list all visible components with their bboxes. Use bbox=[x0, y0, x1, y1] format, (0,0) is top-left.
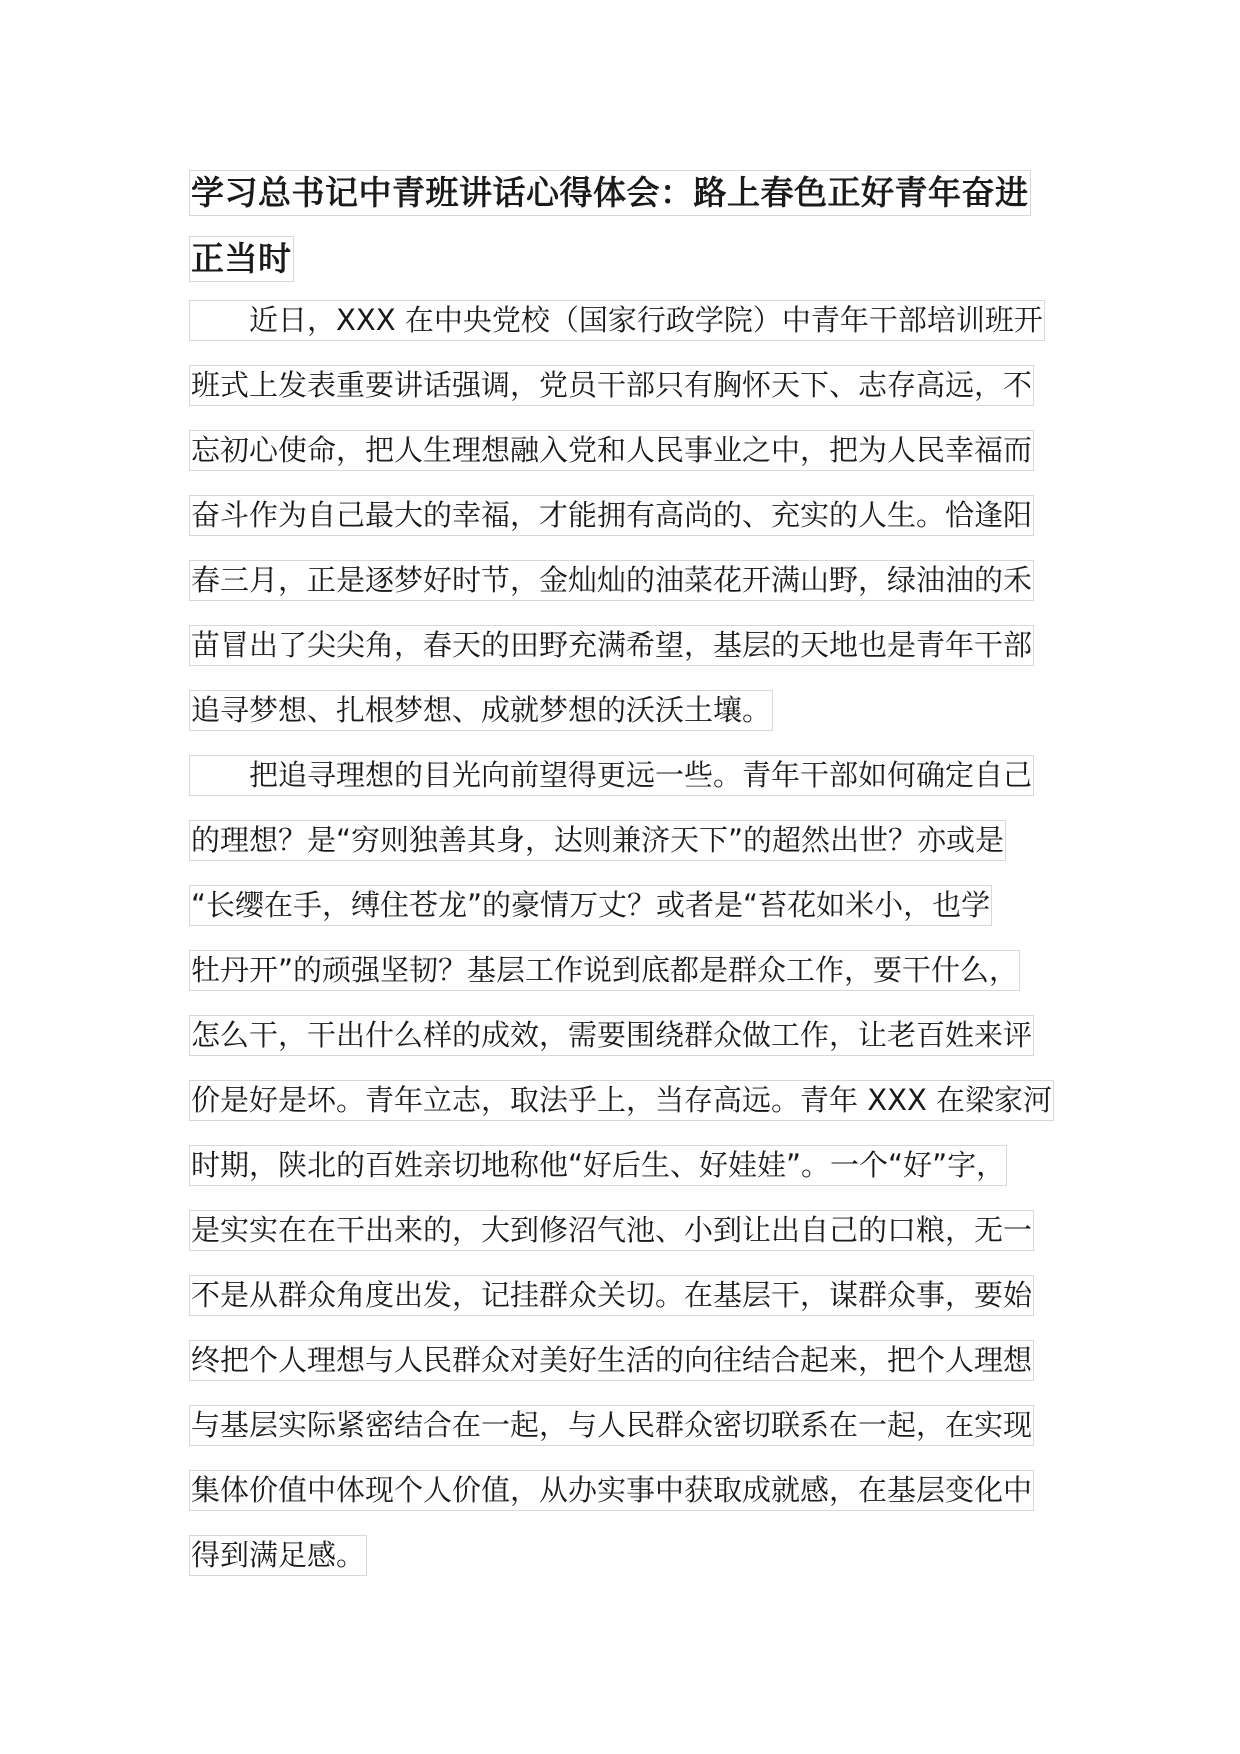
paragraph-line: 价是好是坏。青年立志，取法乎上，当存高远。青年 XXX 在梁家河 bbox=[189, 1080, 1054, 1121]
paragraph-line: 怎么干，干出什么样的成效，需要围绕群众做工作，让老百姓来评 bbox=[189, 1015, 1034, 1056]
paragraph-line: 苗冒出了尖尖角，春天的田野充满希望，基层的天地也是青年干部 bbox=[189, 625, 1034, 666]
title-line-2: 正当时 bbox=[189, 236, 294, 282]
paragraph-line: 奋斗作为自己最大的幸福，才能拥有高尚的、充实的人生。恰逢阳 bbox=[189, 495, 1034, 536]
paragraph-line: 得到满足感。 bbox=[189, 1535, 367, 1576]
paragraph-line: 把追寻理想的目光向前望得更远一些。青年干部如何确定自己 bbox=[189, 755, 1034, 796]
paragraph-line: 的理想？是“穷则独善其身，达则兼济天下”的超然出世？亦或是 bbox=[189, 820, 1006, 861]
paragraph-line: 忘初心使命，把人生理想融入党和人民事业之中，把为人民幸福而 bbox=[189, 430, 1034, 471]
paragraph-1 bbox=[189, 300, 1079, 731]
paragraph-line: 班式上发表重要讲话强调，党员干部只有胸怀天下、志存高远，不 bbox=[189, 365, 1034, 406]
paragraph-line: 牡丹开”的顽强坚韧？基层工作说到底都是群众工作，要干什么， bbox=[189, 950, 1020, 991]
title-line-1: 学习总书记中青班讲话心得体会：路上春色正好青年奋进 bbox=[189, 170, 1031, 216]
paragraph-line: 集体价值中体现个人价值，从办实事中获取成就感，在基层变化中 bbox=[189, 1470, 1034, 1511]
paragraph-line: 不是从群众角度出发，记挂群众关切。在基层干，谋群众事，要始 bbox=[189, 1275, 1034, 1316]
paragraph-line: 是实实在在干出来的，大到修沼气池、小到让出自己的口粮，无一 bbox=[189, 1210, 1034, 1251]
paragraph-line: 时期，陕北的百姓亲切地称他“好后生、好娃娃”。一个“好”字， bbox=[189, 1145, 1007, 1186]
paragraph-line: 近日，XXX 在中央党校（国家行政学院）中青年干部培训班开 bbox=[189, 300, 1045, 341]
paragraph-line: 终把个人理想与人民群众对美好生活的向往结合起来，把个人理想 bbox=[189, 1340, 1034, 1381]
paragraph-2 bbox=[189, 755, 1079, 1576]
document-body bbox=[189, 170, 1079, 1600]
paragraph-line: “长缨在手，缚住苍龙”的豪情万丈？或者是“苔花如米小，也学 bbox=[189, 885, 992, 926]
paragraph-line: 追寻梦想、扎根梦想、成就梦想的沃沃土壤。 bbox=[189, 690, 773, 731]
paragraph-line: 与基层实际紧密结合在一起，与人民群众密切联系在一起，在实现 bbox=[189, 1405, 1034, 1446]
paragraph-line: 春三月，正是逐梦好时节，金灿灿的油菜花开满山野，绿油油的禾 bbox=[189, 560, 1034, 601]
